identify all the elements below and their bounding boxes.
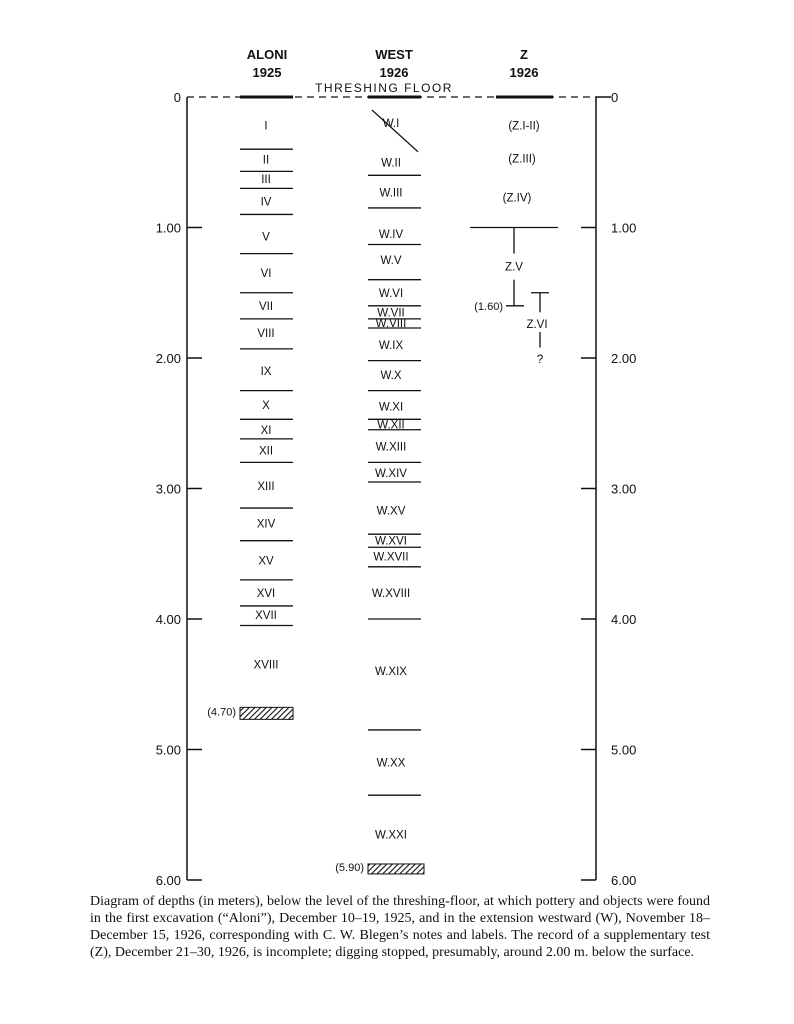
aloni-level-label: XIII — [257, 480, 275, 493]
west-level-label: W.XV — [376, 505, 406, 518]
aloni-level-label: XI — [260, 424, 272, 437]
west-level-label: W.I — [382, 118, 400, 131]
z-level-label: ? — [536, 352, 544, 366]
west-diagonal-line — [372, 110, 418, 152]
column-header-aloni: ALONI — [246, 47, 288, 62]
west-level-label: W.X — [380, 369, 402, 382]
aloni-level-label: III — [261, 174, 271, 187]
aloni-level-label: II — [262, 154, 270, 167]
depth-label-left: 6.00 — [155, 873, 181, 888]
west-level-label: W.IV — [378, 229, 404, 242]
west-level-label: W.IX — [378, 339, 404, 352]
depth-label-right: 5.00 — [611, 742, 637, 758]
depth-label-left: 5.00 — [155, 742, 181, 758]
west-level-label: W.XIV — [375, 467, 407, 480]
depth-label-right: 1.00 — [611, 220, 637, 236]
z-level-label: Z.VI — [526, 319, 548, 332]
depth-label-left: 3.00 — [155, 481, 181, 497]
threshing-floor-label: THRESHING FLOOR — [315, 81, 453, 95]
aloni-level-label: X — [262, 399, 270, 412]
aloni-level-label: V — [262, 231, 270, 244]
z-level-label: (Z.IV) — [502, 192, 532, 205]
column-year-aloni: 1925 — [252, 65, 282, 80]
aloni-level-label: IV — [260, 196, 272, 209]
depth-label-right: 6.00 — [611, 873, 637, 888]
aloni-level-label: XVIII — [253, 659, 279, 672]
aloni-bottom-hatch — [240, 707, 293, 719]
west-level-label: W.V — [380, 255, 402, 268]
aloni-level-label: IX — [260, 366, 272, 379]
west-level-label: W.VIII — [375, 317, 407, 330]
aloni-level-label: XVI — [256, 587, 276, 600]
depth-label-right: 4.00 — [611, 612, 637, 627]
column-year-z: 1926 — [509, 65, 539, 80]
aloni-bottom-label: (4.70) — [207, 706, 236, 719]
depth-label-left: 0 — [173, 90, 181, 105]
column-year-west: 1926 — [379, 65, 409, 80]
figure-caption: Diagram of depths (in meters), below the level of the threshing-floor, at which pottery and objects were found in the first excavation (“Aloni”), December 10–19, 1925, and in the extension westward (W), November 18–December 15, 1926, corresponding with C. W. Blegen’s notes and labels. The record of a supplementary test (Z), December 21–30, 1926, is incomplete; digging stopped, presumably, around 2.00 m. below the surface. — [90, 894, 710, 960]
west-level-label: W.XX — [376, 757, 406, 770]
west-bottom-hatch — [368, 864, 424, 874]
depth-label-left: 1.00 — [155, 220, 181, 236]
depth-label-right: 0 — [611, 90, 619, 105]
z-level-label: (Z.III) — [508, 153, 536, 166]
depth-label-left: 2.00 — [155, 351, 181, 366]
aloni-level-label: VII — [258, 300, 274, 313]
aloni-level-label: XIV — [256, 518, 276, 531]
aloni-level-label: VI — [260, 268, 272, 281]
west-level-label: W.XI — [378, 401, 404, 414]
depth-label-right: 2.00 — [611, 351, 637, 366]
column-header-z: Z — [520, 47, 528, 62]
aloni-level-label: XV — [258, 555, 274, 568]
west-level-label: W.VII — [377, 307, 405, 320]
depth-label-right: 3.00 — [611, 481, 637, 497]
aloni-level-label: VIII — [257, 328, 275, 341]
west-level-label: W.XVII — [373, 551, 409, 564]
west-level-label: W.III — [379, 187, 403, 200]
z5-bottom-label: (1.60) — [474, 300, 503, 313]
z-level-label: (Z.I-II) — [508, 120, 540, 133]
west-level-label: W.XII — [377, 419, 405, 432]
column-header-west: WEST — [375, 47, 413, 62]
west-bottom-label: (5.90) — [335, 861, 364, 874]
west-level-label: W.VI — [378, 287, 404, 300]
aloni-level-label: XII — [258, 445, 274, 458]
west-level-label: W.XXI — [375, 829, 407, 842]
west-level-label: W.II — [381, 157, 401, 170]
west-level-label: W.XVIII — [371, 587, 411, 600]
depth-label-left: 4.00 — [155, 612, 181, 627]
z-level-label: Z.V — [505, 261, 523, 274]
west-level-label: W.XVI — [375, 535, 407, 548]
west-level-label: W.XIII — [375, 441, 407, 454]
aloni-level-label: I — [264, 120, 268, 133]
aloni-level-label: XVII — [255, 610, 277, 623]
west-level-label: W.XIX — [375, 666, 407, 679]
